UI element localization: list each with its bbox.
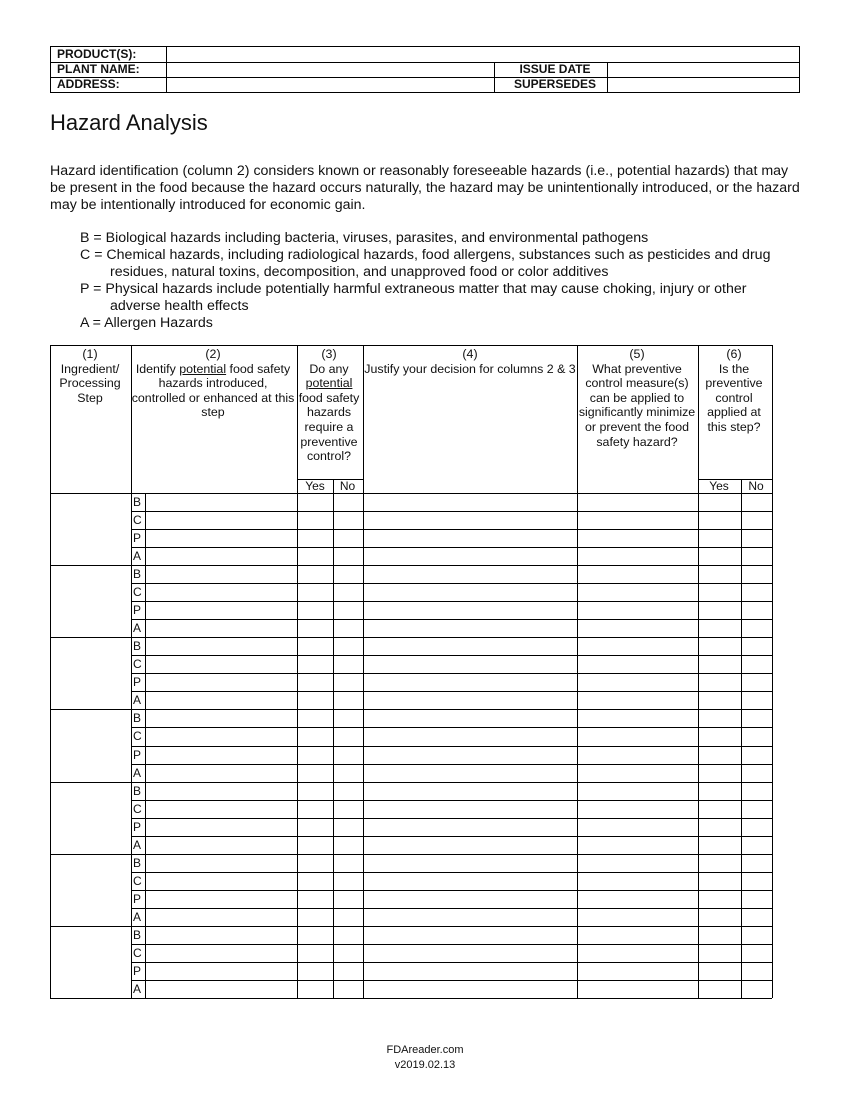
col6-yes-label: Yes <box>709 479 729 493</box>
hazard-letter: P <box>133 891 142 906</box>
hazard-letter: C <box>133 513 142 528</box>
address-label: ADDRESS: <box>57 77 120 91</box>
col5-header <box>577 347 697 449</box>
hazard-letter: A <box>133 765 142 780</box>
hazard-row-line <box>131 655 772 656</box>
hazard-letter: C <box>133 801 142 816</box>
col1-number: (1) <box>82 347 98 361</box>
definition-biological: B = Biological hazards including bacteria, viruses, parasites, and environmental pathogens <box>80 230 649 246</box>
col5-number: (5) <box>629 347 645 361</box>
table-border-top <box>50 345 772 346</box>
group-divider <box>50 637 772 638</box>
col1-text: Ingredient/ Processing Step <box>59 361 121 405</box>
col3-yes-label: Yes <box>305 479 325 493</box>
hazard-row-line <box>131 547 772 548</box>
table-border-left <box>50 345 51 998</box>
hazard-row-line <box>131 746 772 747</box>
product-label: PRODUCT(S): <box>57 47 137 61</box>
hazard-row-line <box>131 583 772 584</box>
product-row <box>51 47 799 63</box>
col2-number: (2) <box>205 347 221 361</box>
hazard-letter: B <box>133 567 142 582</box>
hazard-row-line <box>131 601 772 602</box>
col4-text: Justify your decision for columns 2 & 3 <box>364 361 576 376</box>
col4-number: (4) <box>462 347 478 361</box>
supersedes-label: SUPERSEDES <box>513 77 597 91</box>
col6-header <box>698 347 770 435</box>
hazard-row-line <box>131 800 772 801</box>
col4-header <box>364 347 576 376</box>
address-row <box>51 77 799 92</box>
col5-text: What preventive control measure(s) can be applied to significantly minimize or prevent the food safety hazard? <box>578 361 696 449</box>
col2-text: Identify potential food safety hazards introduced, controlled or enhanced at this step <box>131 361 295 420</box>
col6-subheader-line <box>698 479 772 480</box>
hazard-letter: P <box>133 531 142 546</box>
table-border-bottom <box>50 998 772 999</box>
group-divider <box>50 782 772 783</box>
group-divider <box>50 854 772 855</box>
hazard-row-line <box>131 673 772 674</box>
column-divider <box>363 345 364 998</box>
hazard-row-line <box>131 529 772 530</box>
group-divider <box>50 565 772 566</box>
hazard-row-line <box>131 944 772 945</box>
hazard-letter: P <box>133 819 142 834</box>
header-bottom-line <box>50 493 772 494</box>
hazard-letter: B <box>133 495 142 509</box>
col6-no-label: No <box>748 479 764 493</box>
issue-divider-left <box>494 62 495 92</box>
col3-number: (3) <box>321 347 337 361</box>
hazard-row-line <box>131 511 772 512</box>
hazard-letter: B <box>133 927 142 942</box>
hazard-letter: C <box>133 945 142 960</box>
hazard-letter: P <box>133 747 142 762</box>
definition-allergen: A = Allergen Hazards <box>80 315 213 331</box>
footer-version: v2019.02.13 <box>394 1059 456 1071</box>
column-divider <box>577 345 578 998</box>
col6-text: Is the preventive control applied at this step? <box>705 361 763 434</box>
hazard-row-line <box>131 872 772 873</box>
hazard-letter: A <box>133 909 142 924</box>
col2-header <box>131 347 295 420</box>
hazard-letter: A <box>133 549 142 564</box>
hazard-letter: C <box>133 585 142 600</box>
hazard-letter: A <box>133 693 142 708</box>
hazard-letter: C <box>133 873 142 888</box>
hazard-letter: P <box>133 963 142 978</box>
hazard-analysis-table <box>50 345 772 998</box>
col3-yes-no-divider <box>333 479 334 998</box>
issue-date-label: ISSUE DATE <box>519 62 591 76</box>
hazard-letter: B <box>133 711 142 726</box>
hazard-letter: B <box>133 855 142 870</box>
hazard-definitions <box>80 230 790 332</box>
plant-name-label: PLANT NAME: <box>57 62 140 76</box>
hazard-letter: B <box>133 783 142 798</box>
hazard-row-line <box>131 980 772 981</box>
hazard-letter: B <box>133 639 142 654</box>
group-divider <box>50 926 772 927</box>
hazard-letter: A <box>133 837 142 852</box>
col6-number: (6) <box>726 347 742 361</box>
label-divider <box>166 47 167 92</box>
issue-divider-right <box>607 62 608 92</box>
hazard-row-line <box>131 836 772 837</box>
col3-subheader-line <box>297 479 363 480</box>
hazard-row-line <box>131 691 772 692</box>
column-divider <box>698 345 699 998</box>
col6-yes-no-divider <box>741 479 742 998</box>
hazard-row-line <box>131 818 772 819</box>
hazard-letter: C <box>133 729 142 744</box>
column-divider <box>297 345 298 998</box>
col1-header <box>50 347 130 405</box>
table-border-right <box>772 345 773 998</box>
col3-no-label: No <box>339 479 356 493</box>
hazard-row-line <box>131 890 772 891</box>
header-info-table <box>50 46 800 93</box>
footer-site: FDAreader.com <box>386 1044 464 1056</box>
plant-name-row <box>51 62 799 78</box>
hazard-letter: P <box>133 603 142 618</box>
page-title: Hazard Analysis <box>50 110 208 135</box>
hazard-row-line <box>131 727 772 728</box>
hazard-letter: C <box>133 657 142 672</box>
group-divider <box>50 709 772 710</box>
hazard-row-line <box>131 764 772 765</box>
definition-physical: P = Physical hazards include potentially harmful extraneous matter that may cause choking, injury or other adverse health effects <box>80 281 747 314</box>
definition-chemical: C = Chemical hazards, including radiological hazards, food allergens, substances such as pesticides and drug residues, natural toxins, decomposition, and unapproved food or color additives <box>80 247 771 280</box>
hazard-letter: P <box>133 675 142 690</box>
hazard-letter: A <box>133 621 142 636</box>
hazard-row-line <box>131 962 772 963</box>
hazard-row-line <box>131 908 772 909</box>
intro-paragraph: Hazard identification (column 2) considers known or reasonably foreseeable hazards (i.e., potential hazards) that may be present in the food because the hazard occurs naturally, the hazard may be unintentionally introduced, or the hazard may be intentionally introduced for economic gain. <box>50 163 800 213</box>
hazard-letter: A <box>133 981 142 996</box>
hazard-row-line <box>131 619 772 620</box>
col3-text: Do any potential food safety hazards require a preventive control? <box>298 361 360 464</box>
col3-header <box>297 347 361 464</box>
